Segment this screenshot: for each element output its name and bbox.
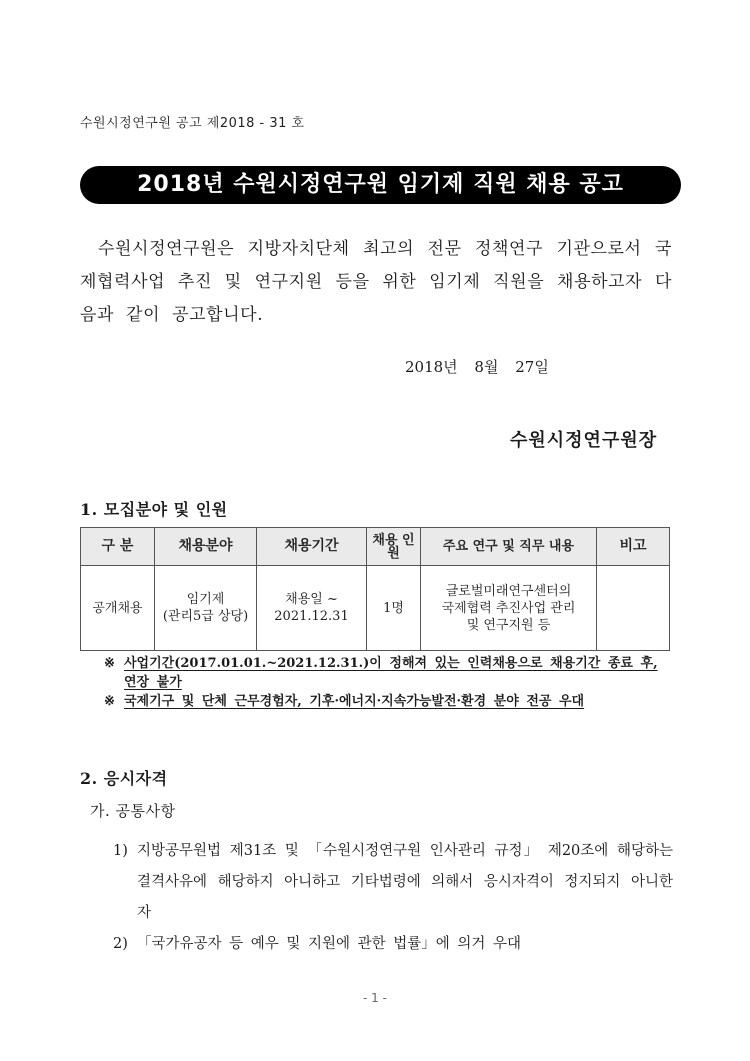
intro-text: 수원시정연구원은 지방자치단체 최고의 전문 정책연구 기관으로서 국제협력사업 추진 및 연구지원 등을 위한 임기제 직원을 채용하고자 다음과 같이 공고합니다. bbox=[80, 239, 672, 325]
field-line-1: 임기제 bbox=[186, 592, 225, 607]
subsection-title: 가. 공통사항 bbox=[90, 802, 176, 820]
item-number: 1) bbox=[113, 843, 128, 859]
item-text: 지방공무원법 제31조 및 「수원시정연구원 인사관리 규정」 제20조에 해당하는 결격사유에 해당하지 아니하고 기타법령에 의해서 응시자격이 정지되지 아니한 자 bbox=[137, 843, 673, 921]
signature: 수원시정연구원장 bbox=[510, 430, 658, 451]
cell-period bbox=[257, 566, 367, 651]
reference-mark-icon: ※ bbox=[104, 656, 115, 671]
page-title: 2018년 수원시정연구원 임기제 직원 채용 공고 bbox=[80, 166, 681, 204]
qualification-list bbox=[113, 836, 673, 960]
header-count: 채용 인원 bbox=[367, 528, 421, 566]
page-number: - 1 - bbox=[363, 991, 387, 1005]
duties-line-1: 글로벌미래연구센터의 bbox=[445, 583, 572, 599]
header-category: 구 분 bbox=[81, 528, 155, 566]
cell-category: 공개채용 bbox=[81, 566, 155, 651]
item-number: 2) bbox=[113, 936, 128, 952]
header-period: 채용기간 bbox=[257, 528, 367, 566]
table-header-row bbox=[81, 528, 670, 566]
cell-count: 1명 bbox=[367, 566, 421, 651]
recruitment-table bbox=[80, 527, 670, 651]
duties-line-3: 및 연구지원 등 bbox=[466, 617, 551, 633]
period-line-1: 채용일 ~ bbox=[285, 592, 338, 607]
announcement-date: 2018년 8월 27일 bbox=[405, 358, 549, 376]
note-text: 사업기간(2017.01.01.~2021.12.31.)이 정해져 있는 인력채용으로 채용기간 종료 후, 연장 불가 bbox=[124, 656, 658, 690]
list-item bbox=[113, 836, 673, 929]
section-title-qualifications: 2. 응시자격 bbox=[80, 769, 168, 788]
table-notes bbox=[104, 654, 664, 711]
document-number: 수원시정연구원 공고 제2018 - 31 호 bbox=[80, 116, 305, 131]
reference-mark-icon: ※ bbox=[104, 694, 115, 709]
duties-line-2: 국제협력 추진사업 관리 bbox=[441, 600, 576, 616]
section-title-recruitment: 1. 모집분야 및 인원 bbox=[80, 500, 228, 519]
intro-paragraph bbox=[80, 233, 672, 332]
header-duties: 주요 연구 및 직무 내용 bbox=[421, 528, 597, 566]
table-row bbox=[81, 566, 670, 651]
header-field: 채용분야 bbox=[155, 528, 257, 566]
list-item bbox=[113, 929, 673, 960]
item-text: 「국가유공자 등 예우 및 지원에 관한 법률」에 의거 우대 bbox=[137, 936, 522, 952]
cell-field bbox=[155, 566, 257, 651]
note-item bbox=[104, 692, 664, 711]
field-line-2: (관리5급 상당) bbox=[162, 609, 249, 624]
note-text: 국제기구 및 단체 근무경험자, 기후·에너지·지속가능발전·환경 분야 전공 우대 bbox=[124, 694, 585, 709]
cell-duties bbox=[421, 566, 597, 651]
period-line-2: 2021.12.31 bbox=[274, 609, 349, 624]
cell-note bbox=[597, 566, 670, 651]
header-note: 비고 bbox=[597, 528, 670, 566]
note-item bbox=[104, 654, 664, 692]
